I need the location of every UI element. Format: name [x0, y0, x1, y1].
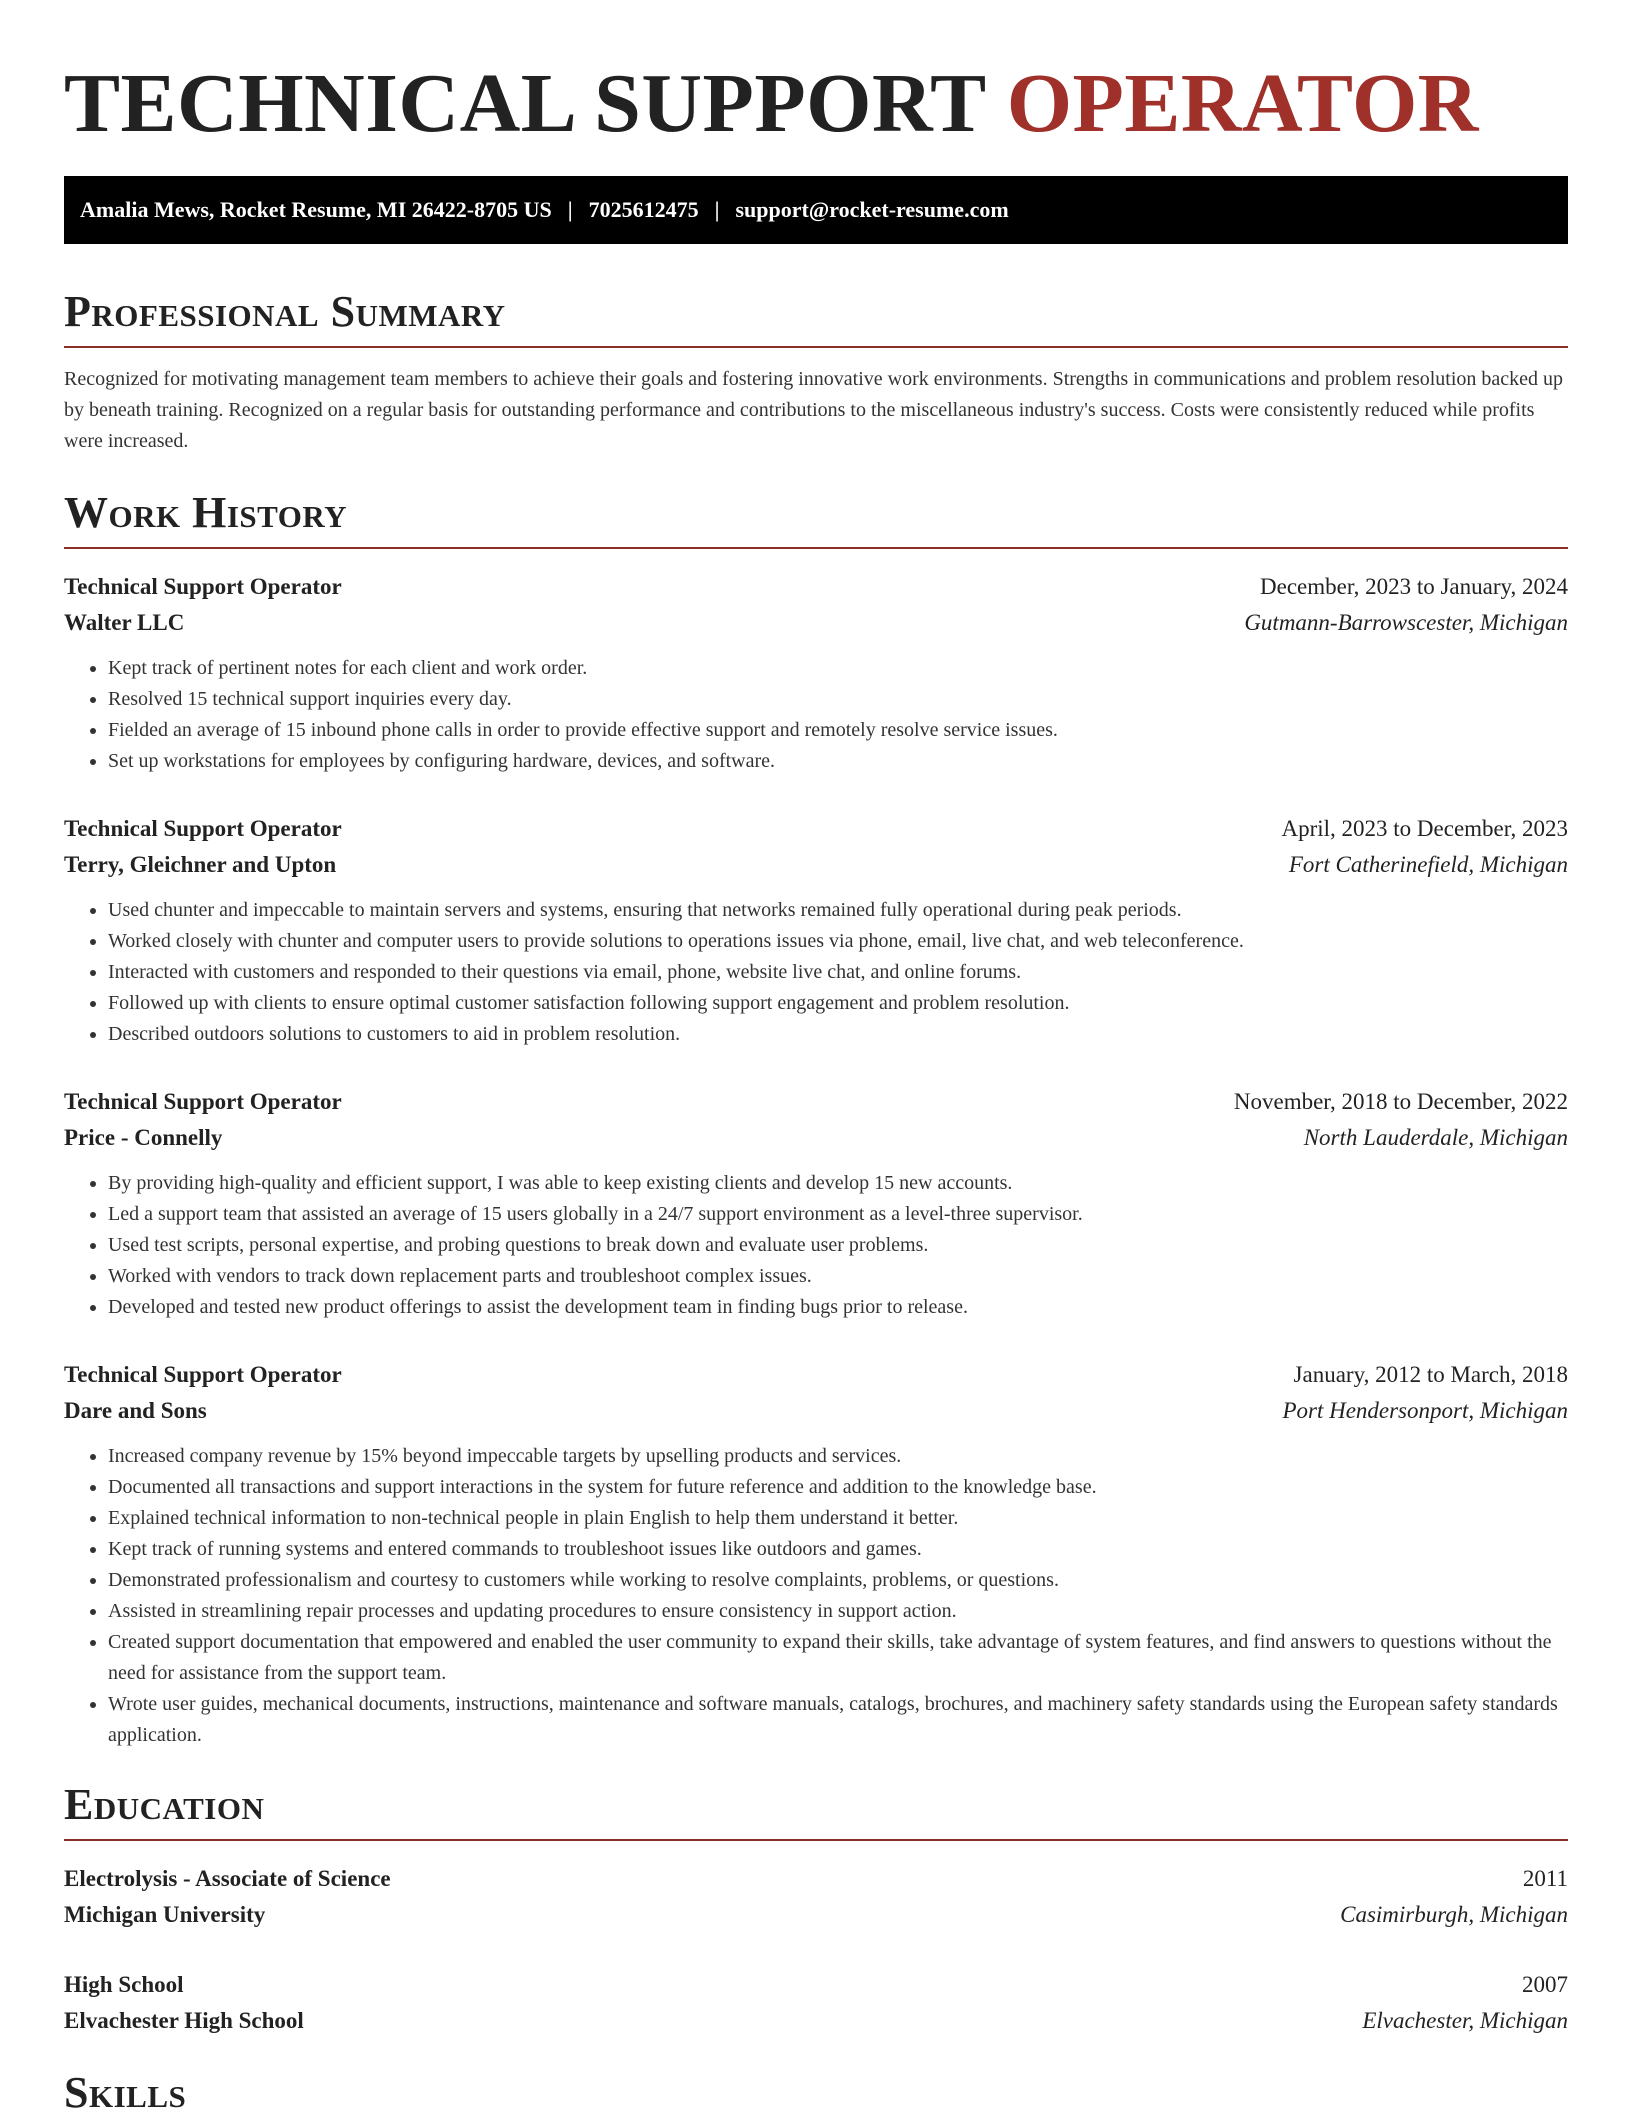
job-location: North Lauderdale, Michigan [1303, 1125, 1568, 1150]
job-company-row [64, 1120, 1568, 1156]
job-dates: December, 2023 to January, 2024 [1260, 574, 1568, 599]
job-bullet: • Kept track of running systems and entered commands to troubleshoot issues like outdoors and games. [108, 1534, 1568, 1565]
education-year: 2011 [1522, 1866, 1568, 1891]
education-school-row [64, 1897, 1568, 1933]
job-bullet: • Fielded an average of 15 inbound phone calls in order to provide effective support and remotely resolve service issues. [108, 715, 1568, 746]
education-school-row [64, 2003, 1568, 2039]
job-location: Fort Catherinefield, Michigan [1288, 852, 1568, 877]
job-bullet: • Interacted with customers and responded to their questions via email, phone, website live chat, and online forums. [108, 957, 1568, 988]
job-bullet: • Increased company revenue by 15% beyond impeccable targets by upselling products and services. [108, 1441, 1568, 1472]
job-title: Technical Support Operator [64, 574, 342, 599]
education-degree: High School [64, 1972, 184, 1997]
resume-title [64, 0, 1568, 150]
section-divider [64, 346, 1568, 348]
job-bullet: • Used test scripts, personal expertise, and probing questions to break down and evaluate user problems. [108, 1230, 1568, 1261]
contact-address: Amalia Mews, Rocket Resume, MI 26422-8705 US [80, 197, 552, 222]
work-history-section [64, 487, 1568, 1751]
education-year: 2007 [1522, 1972, 1568, 1997]
job-bullet-list [64, 1441, 1568, 1751]
job-title: Technical Support Operator [64, 1362, 342, 1387]
skills-section [64, 2067, 1568, 2119]
job-entry [64, 569, 1568, 777]
contact-phone: 7025612475 [588, 197, 699, 222]
summary-text: Recognized for motivating management team members to achieve their goals and fostering innovative work environments. Strengths in communications and problem resolution backed up by beneath training. Recognized on a regular basis for outstanding performance and contributions to the miscellaneous industry's success. Costs were consistently reduced while profits were increased. [64, 368, 1564, 452]
job-location: Gutmann-Barrowscester, Michigan [1244, 610, 1568, 635]
education-degree: Electrolysis - Associate of Science [64, 1866, 391, 1891]
job-entry [64, 1084, 1568, 1323]
education-school: Elvachester High School [64, 2008, 304, 2033]
contact-separator: | [714, 197, 720, 222]
job-bullet: • Assisted in streamlining repair processes and updating procedures to ensure consistency in support action. [108, 1596, 1568, 1627]
education-location: Elvachester, Michigan [1362, 2008, 1568, 2033]
job-dates: January, 2012 to March, 2018 [1293, 1362, 1568, 1387]
job-company: Dare and Sons [64, 1398, 207, 1423]
job-bullet: • Developed and tested new product offerings to assist the development team in finding bugs prior to release. [108, 1292, 1568, 1323]
contact-email: support@rocket-resume.com [735, 197, 1009, 222]
section-heading-summary: Professional Summary [64, 287, 506, 336]
education-entry [64, 1967, 1568, 2039]
job-entry [64, 811, 1568, 1050]
education-header-row [64, 1861, 1568, 1897]
job-bullet: • Followed up with clients to ensure optimal customer satisfaction following support engagement and problem resolution. [108, 988, 1568, 1019]
job-bullet-list [64, 653, 1568, 777]
job-bullet: • Used chunter and impeccable to maintain servers and systems, ensuring that networks remained fully operational during peak periods. [108, 895, 1568, 926]
job-dates: April, 2023 to December, 2023 [1281, 816, 1568, 841]
job-bullet: • Kept track of pertinent notes for each client and work order. [108, 653, 1568, 684]
job-dates: November, 2018 to December, 2022 [1233, 1089, 1568, 1114]
section-heading-skills: Skills [64, 2068, 187, 2117]
job-header-row [64, 1084, 1568, 1120]
job-company: Terry, Gleichner and Upton [64, 852, 337, 877]
job-bullet: • By providing high-quality and efficient support, I was able to keep existing clients and develop 15 new accounts. [108, 1168, 1568, 1199]
education-location: Casimirburgh, Michigan [1340, 1902, 1568, 1927]
job-entry [64, 1357, 1568, 1751]
job-bullet: • Documented all transactions and support interactions in the system for future reference and addition to the knowledge base. [108, 1472, 1568, 1503]
job-bullet: • Worked with vendors to track down replacement parts and troubleshoot complex issues. [108, 1261, 1568, 1292]
job-bullet-list [64, 895, 1568, 1050]
job-header-row [64, 569, 1568, 605]
job-company: Walter LLC [64, 610, 185, 635]
education-entry [64, 1861, 1568, 1933]
job-bullet: • Wrote user guides, mechanical documents, instructions, maintenance and software manuals, catalogs, brochures, and machinery safety standards using the European safety standards application. [108, 1689, 1568, 1751]
job-bullet: • Led a support team that assisted an average of 15 users globally in a 24/7 support environment as a level-three supervisor. [108, 1199, 1568, 1230]
section-heading-work-history: Work History [64, 488, 348, 537]
job-header-row [64, 811, 1568, 847]
education-section [64, 1779, 1568, 2039]
section-divider [64, 547, 1568, 549]
job-title: Technical Support Operator [64, 816, 342, 841]
education-school: Michigan University [64, 1902, 266, 1927]
job-company-row [64, 605, 1568, 641]
professional-summary-section [64, 286, 1568, 457]
education-list [64, 1861, 1568, 2039]
job-company-row [64, 1393, 1568, 1429]
job-bullet: • Described outdoors solutions to customers to aid in problem resolution. [108, 1019, 1568, 1050]
education-header-row [64, 1967, 1568, 2003]
job-bullet: • Resolved 15 technical support inquiries every day. [108, 684, 1568, 715]
job-bullet: • Worked closely with chunter and computer users to provide solutions to operations issues via phone, email, live chat, and web teleconference. [108, 926, 1568, 957]
job-company-row [64, 847, 1568, 883]
job-bullet: • Created support documentation that empowered and enabled the user community to expand their skills, take advantage of system features, and find answers to questions without the need for assistance from the support team. [108, 1627, 1568, 1689]
section-heading-education: Education [64, 1780, 265, 1829]
job-bullet: • Set up workstations for employees by configuring hardware, devices, and software. [108, 746, 1568, 777]
title-main: TECHNICAL SUPPORT [64, 57, 986, 150]
job-title: Technical Support Operator [64, 1089, 342, 1114]
contact-separator: | [567, 197, 573, 222]
section-divider [64, 1839, 1568, 1841]
job-bullet: • Explained technical information to non-technical people in plain English to help them understand it better. [108, 1503, 1568, 1534]
job-bullet: • Demonstrated professionalism and courtesy to customers while working to resolve complaints, problems, or questions. [108, 1565, 1568, 1596]
job-header-row [64, 1357, 1568, 1393]
title-accent: OPERATOR [1006, 57, 1479, 150]
job-company: Price - Connelly [64, 1125, 223, 1150]
job-bullet-list [64, 1168, 1568, 1323]
job-list [64, 569, 1568, 1751]
contact-bar [64, 176, 1568, 244]
job-location: Port Hendersonport, Michigan [1282, 1398, 1568, 1423]
